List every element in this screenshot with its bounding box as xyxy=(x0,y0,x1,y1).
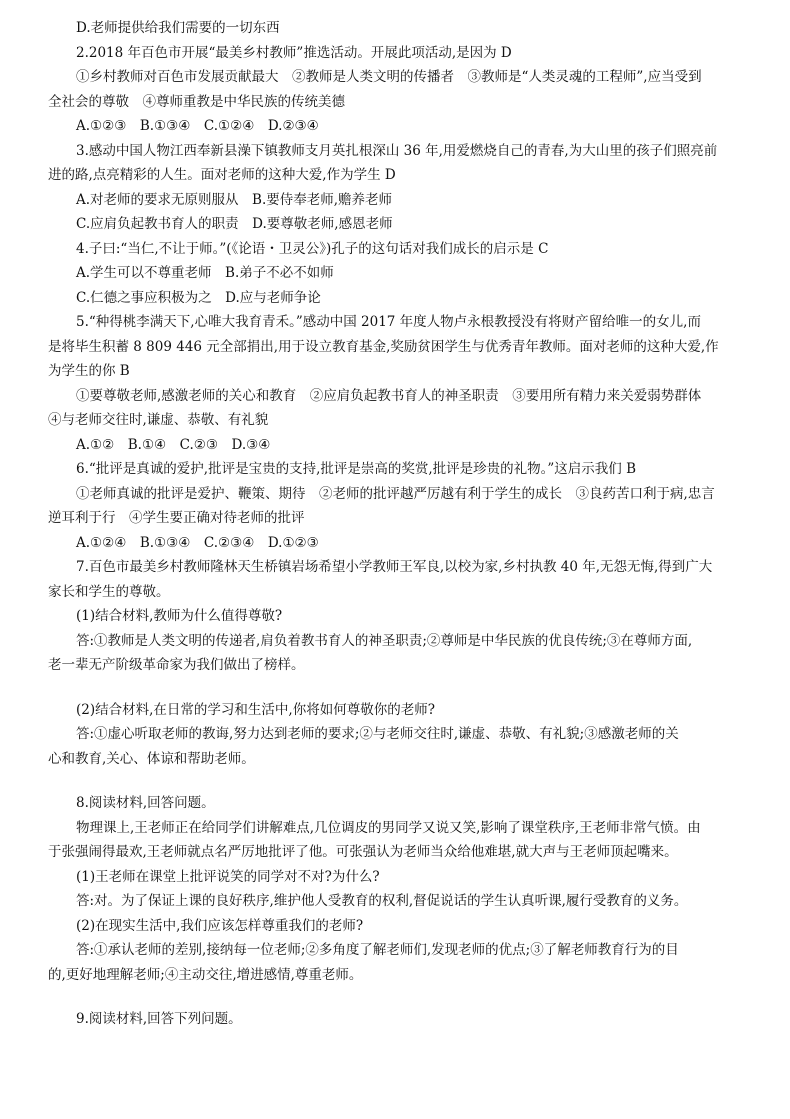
text-line: 5.“种得桃李满天下,心唯大我育青禾。”感动中国 2017 年度人物卢永根教授没有将财产留给唯一的女儿,而 xyxy=(76,314,701,330)
text-line: 答:对。为了保证上课的良好秩序,维护他人受教育的权利,督促说话的学生认真听课,履行受教育的义务。 xyxy=(76,893,688,909)
text-line: 答:①虚心听取老师的教诲,努力达到老师的要求;②与老师交往时,谦虚、恭敬、有礼貌;③感激老师的关 xyxy=(76,726,679,742)
blank-line xyxy=(48,987,748,1007)
document-page xyxy=(48,16,748,1032)
text-line: (1)结合材料,教师为什么值得尊敬? xyxy=(76,608,283,624)
text-line: 9.阅读材料,回答下列问题。 xyxy=(76,1011,242,1027)
text-line: C.仁德之事应积极为之 D.应与老师争论 xyxy=(76,289,321,306)
text-line: 家长和学生的尊敬。 xyxy=(48,583,170,600)
text-line: 答:①承认老师的差别,接纳每一位老师;②多角度了解老师们,发现老师的优点;③了解老师教育行为的目 xyxy=(76,942,679,958)
text-line: ①要尊敬老师,感激老师的关心和教育 ②应肩负起教书育人的神圣职责 ③要用所有精力来关爱弱势群体 xyxy=(76,387,702,404)
text-line: 4.子曰:“当仁,不让于师。”(《论语・卫灵公》)孔子的这句话对我们成长的启示是 C xyxy=(76,240,549,257)
text-line: 6.“批评是真诚的爱护,批评是宝贵的支持,批评是崇高的奖赏,批评是珍贵的礼物。”这启示我们 B xyxy=(76,461,637,477)
text-line: (2)结合材料,在日常的学习和生活中,你将如何尊敬你的老师? xyxy=(76,701,435,718)
text-line: 物理课上,王老师正在给同学们讲解难点,几位调皮的男同学又说又笑,影响了课堂秩序,王老师非常气愤。由 xyxy=(76,819,701,836)
text-line: (2)在现实生活中,我们应该怎样尊重我们的老师? xyxy=(76,917,364,934)
text-line: 老一辈无产阶级革命家为我们做出了榜样。 xyxy=(48,657,305,673)
text-line: A.学生可以不尊重老师 B.弟子不必不如师 xyxy=(76,265,334,281)
text-line: 3.感动中国人物江西奉新县澡下镇教师支月英扎根深山 36 年,用爱燃烧自己的青春,为大山里的孩子们照亮前 xyxy=(76,142,718,159)
text-line: 全社会的尊敬 ④尊师重教是中华民族的传统美德 xyxy=(48,93,345,110)
text-line: ①乡村教师对百色市发展贡献最大 ②教师是人类文明的传播者 ③教师是“人类灵魂的工程师”,应当受到 xyxy=(76,69,702,85)
blank-line xyxy=(48,771,748,791)
text-line: ①老师真诚的批评是爱护、鞭策、期待 ②老师的批评越严厉越有利于学生的成长 ③良药苦口利于病,忠言 xyxy=(76,485,715,502)
text-line: 为学生的你 B xyxy=(48,363,130,379)
text-line: 的,更好地理解老师;④主动交往,增进感情,尊重老师。 xyxy=(48,966,363,983)
text-line: 于张强闹得最欢,王老师就点名严厉地批评了他。可张强认为老师当众给他难堪,就大声与王老师顶起嘴来。 xyxy=(48,844,678,860)
text-line: C.应肩负起教书育人的职责 D.要尊敬老师,感恩老师 xyxy=(76,216,393,232)
text-line: (1)王老师在课堂上批评说笑的同学对不对?为什么? xyxy=(76,868,380,885)
text-line: A.对老师的要求无原则服从 B.要侍奉老师,赡养老师 xyxy=(76,191,393,208)
text-line: 2.2018 年百色市开展“最美乡村教师”推选活动。开展此项活动,是因为 D xyxy=(76,44,512,61)
text-line: 7.百色市最美乡村教师隆林天生桥镇岩场希望小学教师王军良,以校为家,乡村执教 40 年,无怨无悔,得到广大 xyxy=(76,559,713,575)
text-line: 8.阅读材料,回答问题。 xyxy=(76,795,215,811)
text-line: ④与老师交往时,谦虚、恭敬、有礼貌 xyxy=(48,412,269,428)
blank-line xyxy=(48,678,748,698)
text-line: A.①②③ B.①③④ C.①②④ D.②③④ xyxy=(76,118,319,134)
text-line: A.①② B.①④ C.②③ D.③④ xyxy=(76,436,271,453)
text-line: 心和教育,关心、体谅和帮助老师。 xyxy=(48,750,255,767)
text-line: 答:①教师是人类文明的传递者,肩负着教书育人的神圣职责;②尊师是中华民族的优良传统;③在尊师方面, xyxy=(76,632,693,649)
text-line: 是将毕生积蓄 8 809 446 元全部捐出,用于设立教育基金,奖励贫困学生与优秀青年教师。面对老师的这种大爱,作 xyxy=(48,338,719,355)
text-line: A.①②④ B.①③④ C.②③④ D.①②③ xyxy=(76,534,319,551)
text-line: D.老师提供给我们需要的一切东西 xyxy=(76,20,280,36)
text-line: 逆耳利于行 ④学生要正确对待老师的批评 xyxy=(48,510,305,526)
text-line: 进的路,点亮精彩的人生。面对老师的这种大爱,作为学生 D xyxy=(48,167,396,183)
